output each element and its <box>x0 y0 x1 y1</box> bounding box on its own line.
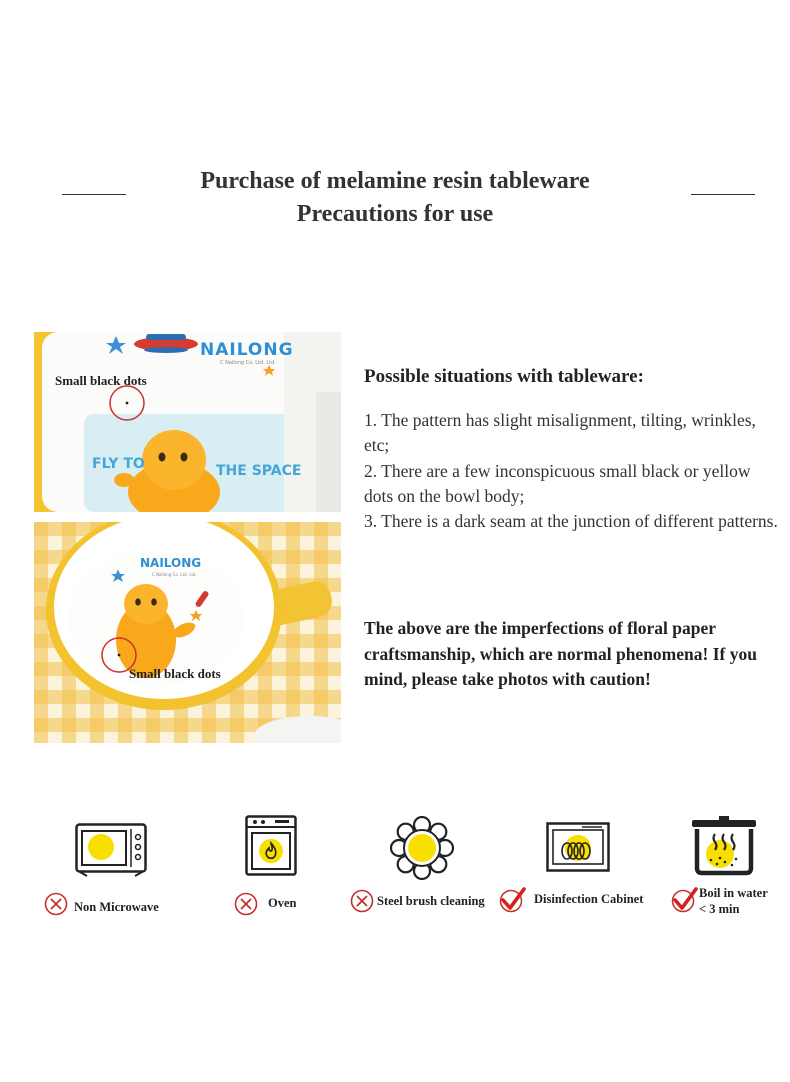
plate-text-right: THE SPACE <box>216 463 302 479</box>
bowl-dot-label: Small black dots <box>129 666 221 681</box>
care-label-duration: < 3 min <box>699 902 740 916</box>
situation-item: 3. There is a dark seam at the junction of different patterns. <box>364 511 778 532</box>
plate-illustration <box>34 332 341 512</box>
disinfection-cabinet-icon <box>546 822 610 872</box>
situation-item: 1. The pattern has slight misalignment, tilting, wrinkles, etc; <box>364 410 756 456</box>
imperfection-note: The above are the imperfections of floral paper craftsmanship, which are normal phenomena! If you mind, please take photos with caution! <box>364 618 757 689</box>
check-icon <box>498 886 526 914</box>
oven-icon <box>245 815 297 877</box>
care-label: Oven <box>268 896 297 910</box>
care-label: Steel brush cleaning <box>377 894 485 908</box>
page-title <box>0 165 790 231</box>
title-line-1: Purchase of melamine resin tableware <box>200 168 590 194</box>
care-label: Non Microwave <box>74 900 159 914</box>
bowl-brand-subtext: C Nailong Co. Ltd. Ltd. <box>152 572 197 577</box>
plate-brand-text: NAILONG <box>200 340 294 360</box>
boiling-pot-icon <box>690 816 758 876</box>
steel-brush-icon <box>390 816 454 880</box>
plate-brand-subtext: C Nailong Co. Ltd. Ltd. <box>220 360 276 366</box>
bowl-brand-text: NAILONG <box>140 556 202 570</box>
microwave-icon <box>75 823 147 877</box>
cross-icon <box>350 889 374 913</box>
cross-icon <box>234 892 258 916</box>
situations-heading: Possible situations with tableware: <box>364 366 644 387</box>
care-label: Disinfection Cabinet <box>534 892 644 906</box>
plate-text-left: FLY TO <box>92 456 145 472</box>
title-line-2: Precautions for use <box>296 201 494 227</box>
plate-photo <box>34 332 341 512</box>
plate-dot-label: Small black dots <box>55 373 147 388</box>
care-label: Boil in water <box>699 886 768 900</box>
cross-icon <box>44 892 68 916</box>
situations-list <box>364 408 779 534</box>
situation-item: 2. There are a few inconspicuous small black or yellow dots on the bowl body; <box>364 460 751 506</box>
check-icon <box>670 886 698 914</box>
bowl-photo <box>34 522 341 743</box>
